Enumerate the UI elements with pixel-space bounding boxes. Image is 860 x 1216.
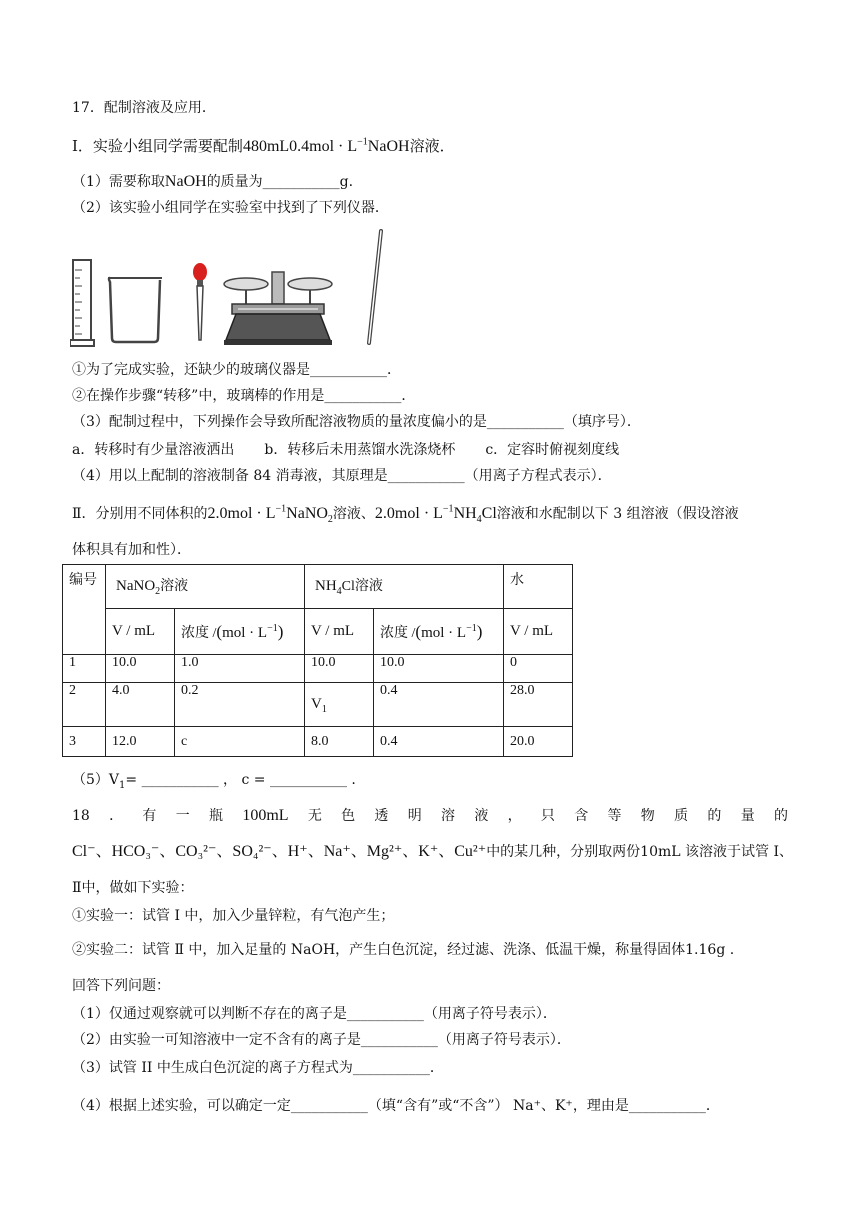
q17-question-5: $(5)V_1=$ ___________ ， c = ___________ . [72, 772, 356, 791]
cell-v2: $V_1$ [305, 683, 374, 727]
q18-question-3: （3）试管 II 中生成白色沉淀的离子方程式为___________． [72, 1060, 444, 1076]
graduated-cylinder-icon [70, 258, 96, 348]
subheader-v2: V / mL [305, 609, 374, 655]
cell-c1: 1.0 [175, 655, 305, 683]
cell-id: 3 [63, 727, 106, 757]
cell-c2: 0.4 [374, 683, 504, 727]
cell-c2: 0.4 [374, 727, 504, 757]
q17-question-4: （4）用以上配制的溶液制备 84 消毒液，其原理是___________（用离子方程式表示）． [72, 468, 612, 484]
option-b: b．转移后未用蒸馏水洗涤烧杯 [264, 442, 456, 458]
q18-experiment-1: ①实验一：试管 Ⅰ 中，加入少量锌粒，有气泡产生； [72, 908, 395, 924]
cell-v2: 8.0 [305, 727, 374, 757]
q17-part1: Ⅰ．实验小组同学需要配制$480mL0.4mol \cdot L^{-1}NaOH$溶液． [72, 136, 455, 155]
header-water: 水 [504, 565, 573, 609]
table-row [63, 727, 573, 757]
cell-c1: c [175, 727, 305, 757]
q18-question-1: （1）仅通过观察就可以判断不存在的离子是___________（用离子符号表示）． [72, 1006, 557, 1022]
q18-question-4: （4）根据上述实验，可以确定一定___________（填“含有”或“不含”） Na⁺、K⁺，理由是___________． [72, 1098, 720, 1114]
cell-v2: 10.0 [305, 655, 374, 683]
cell-c2: 10.0 [374, 655, 504, 683]
cell-water: 20.0 [504, 727, 573, 757]
q17-part2-line2: 体积具有加和性）． [72, 542, 191, 558]
q17-question-2a: ①为了完成实验，还缺少的玻璃仪器是___________． [72, 362, 401, 378]
subheader-v1: V / mL [106, 609, 175, 655]
table-row [63, 683, 573, 727]
cell-v1: 4.0 [106, 683, 175, 727]
q17-question-2: （2）该实验小组同学在实验室中找到了下列仪器． [72, 200, 389, 216]
subheader-conc1: 浓度 $/(mol \cdot L^{-1})$ [175, 609, 305, 655]
q17-part2: Ⅱ．分别用不同体积的$2.0mol \cdot L^{-1}NaNO_2$溶液、$2.0mol \cdot L^{-1}NH_4Cl$溶液和水配制以下 3 组溶液（假设溶液 [72, 503, 739, 526]
q18-answer-prompt: 回答下列问题： [72, 978, 170, 994]
table-row [63, 655, 573, 683]
q18-stem-line3: Ⅱ中，做如下实验： [72, 880, 194, 896]
beaker-icon [106, 274, 164, 346]
cell-water: 28.0 [504, 683, 573, 727]
balance-icon [222, 268, 334, 346]
q17-question-3-options [72, 440, 619, 460]
cell-v1: 10.0 [106, 655, 175, 683]
cell-c1: 0.2 [175, 683, 305, 727]
option-c: c．定容时俯视刻度线 [485, 442, 620, 458]
q18-experiment-2: ②实验二：试管 Ⅱ 中，加入足量的 NaOH，产生白色沉淀，经过滤、洗涤、低温干燥，称量得固体1.16g . [72, 942, 735, 958]
q17-title: 17．配制溶液及应用． [72, 100, 216, 116]
cell-id: 2 [63, 683, 106, 727]
q18-stem-line1: 18 ． 有 一 瓶 100mL 无 色 透 明 溶 液 ， 只 含 等 物 质 的 量 的 [72, 807, 788, 824]
dropper-icon [190, 262, 210, 344]
cell-id: 1 [63, 655, 106, 683]
cell-water: 0 [504, 655, 573, 683]
data-table [62, 564, 573, 757]
q18-question-2: （2）由实验一可知溶液中一定不含有的离子是___________（用离子符号表示）． [72, 1032, 571, 1048]
subheader-conc2: 浓度 $/(mol \cdot L^{-1})$ [374, 609, 504, 655]
q18-stem-line2: Cl⁻、HCO₃⁻、CO₃²⁻、SO₄²⁻、H⁺、Na⁺、Mg²⁺、K⁺、Cu²⁺中的某几种，分别取两份10mL 该溶液于试管 Ⅰ、 [72, 843, 794, 860]
q17-question-2b: ②在操作步骤“转移”中，玻璃棒的作用是___________． [72, 388, 416, 404]
q17-question-3: （3）配制过程中，下列操作会导致所配溶液物质的量浓度偏小的是___________（填序号）． [72, 414, 641, 430]
option-a: a．转移时有少量溶液洒出 [72, 442, 235, 458]
cell-v1: 12.0 [106, 727, 175, 757]
glass-rod-icon [366, 228, 384, 346]
header-nano2: NaNO$_2$溶液 [106, 565, 305, 609]
q17-question-1: （1）需要称取NaOH的质量为___________g. [72, 173, 354, 190]
header-id: 编号 [63, 565, 106, 655]
header-nh4cl: $NH_4Cl$溶液 [305, 565, 504, 609]
subheader-v-water: V / mL [504, 609, 573, 655]
